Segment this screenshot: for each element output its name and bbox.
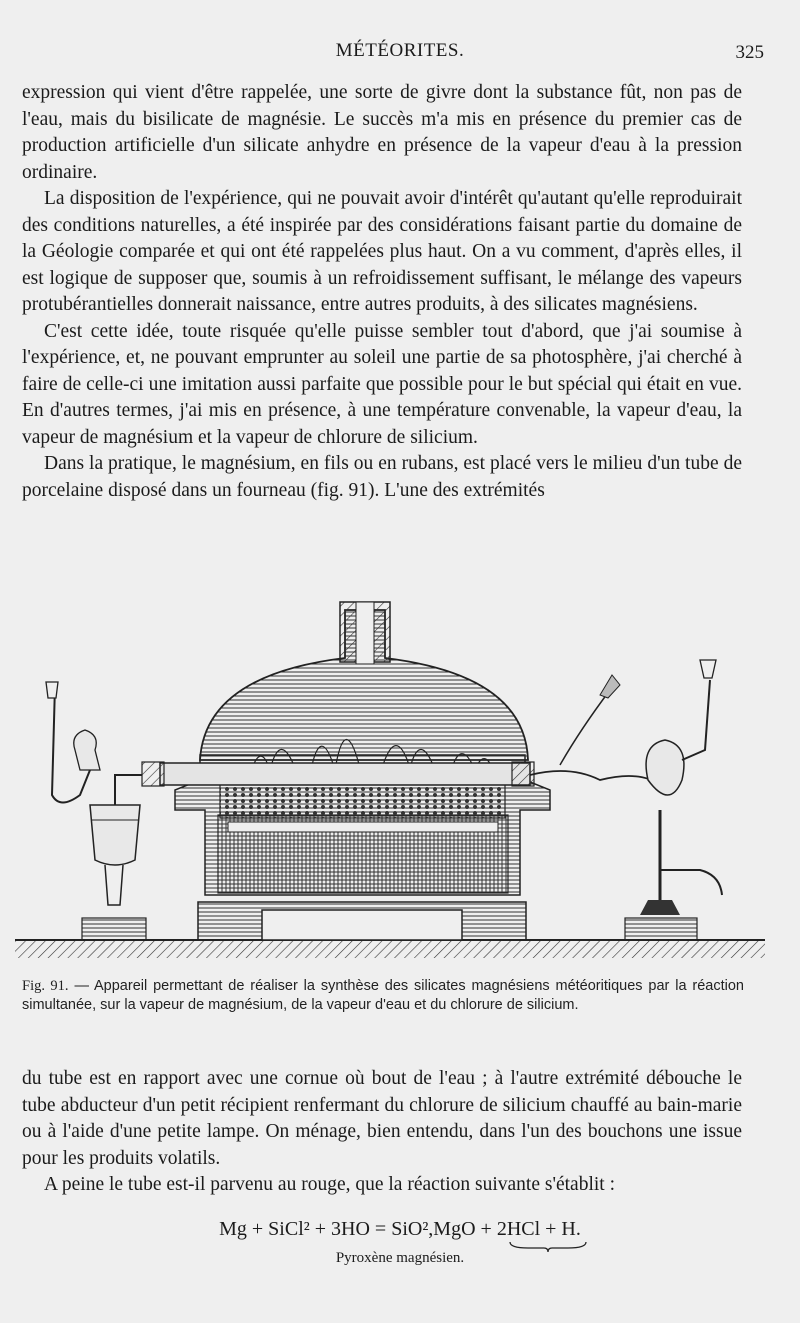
equation-note: Pyroxène magnésien.: [335, 1250, 465, 1266]
ground-hatching: [15, 940, 765, 958]
page-number: 325: [735, 42, 764, 63]
paragraph: expression qui vient d'être rappelée, une sorte de givre dont la substance fût, non pas de l'eau, mais du bisilicate de magnésie. Le succès m'a mis en présence du premier cas de production artificielle d'un silicate anhydre en présence de la vapeur d'eau à la pression ordinaire.: [22, 82, 742, 183]
paragraph: C'est cette idée, toute risquée qu'elle puisse sembler tout d'abord, que j'ai soumise à l'expérience, et, ne pouvant emprunter au soleil une partie de sa photosphère, j'ai cherché à faire de celle-ci une imitation aussi parfaite que possible pour le but spécial qui était en vue. En d'autres termes, j'ai mis en présence, à une température convenable, la vapeur d'eau, la vapeur de magnésium et la vapeur de chlorure de silicium.: [22, 320, 742, 448]
chemical-equation: Mg + SiCl² + 3HO = SiO²,MgO + 2HCl + H.: [219, 1218, 581, 1240]
chloride-vessel: [530, 771, 660, 785]
water-retort: [90, 805, 140, 865]
apparatus-illustration: [0, 570, 800, 965]
body-text-bottom: [22, 1066, 742, 1199]
figure-label: Fig. 91.: [22, 978, 69, 994]
page-header: [0, 40, 800, 70]
paragraph: La disposition de l'expérience, qui ne pouvait avoir d'intérêt qu'autant qu'elle reproduirait des conditions naturelles, a été inspirée par des considérations faisant partie du domaine de la Géologie comparée et qui ont été rappelées plus haut. On a vu comment, d'après elles, il est logique de supposer que, soumis à un refroidissement suffisant, le mélange des vapeurs protubérantielles donnerait naissance, entre autres produits, à des silicates magnésiens.: [22, 188, 742, 315]
figure-caption-text: — Appareil permettant de réaliser la synthèse des silicates magnésiens météoritiques par la réaction simultanée, sur la vapeur de magnésium, de la vapeur d'eau et du chlorure de silicium.: [22, 978, 744, 1013]
running-title: MÉTÉORITES.: [335, 40, 465, 61]
figure-caption: [22, 977, 744, 1015]
paragraph: Dans la pratique, le magnésium, en fils ou en rubans, est placé vers le milieu d'un tube de porcelaine disposé dans un fourneau (fig. 91). L'une des extrémités: [22, 453, 742, 501]
paragraph: A peine le tube est-il parvenu au rouge, que la réaction suivante s'établit :: [44, 1174, 615, 1195]
paragraph: du tube est en rapport avec une cornue où bout de l'eau ; à l'autre extrémité débouche le tube abducteur d'un petit récipient renfermant du chlorure de silicium chauffé au bain-marie ou à l'aide d'une petite lampe. On ménage, bien entendu, dans l'un des bouchons une issue pour les produits volatils.: [22, 1068, 742, 1169]
porcelain-tube: [160, 763, 530, 785]
body-text-top: [22, 80, 742, 504]
